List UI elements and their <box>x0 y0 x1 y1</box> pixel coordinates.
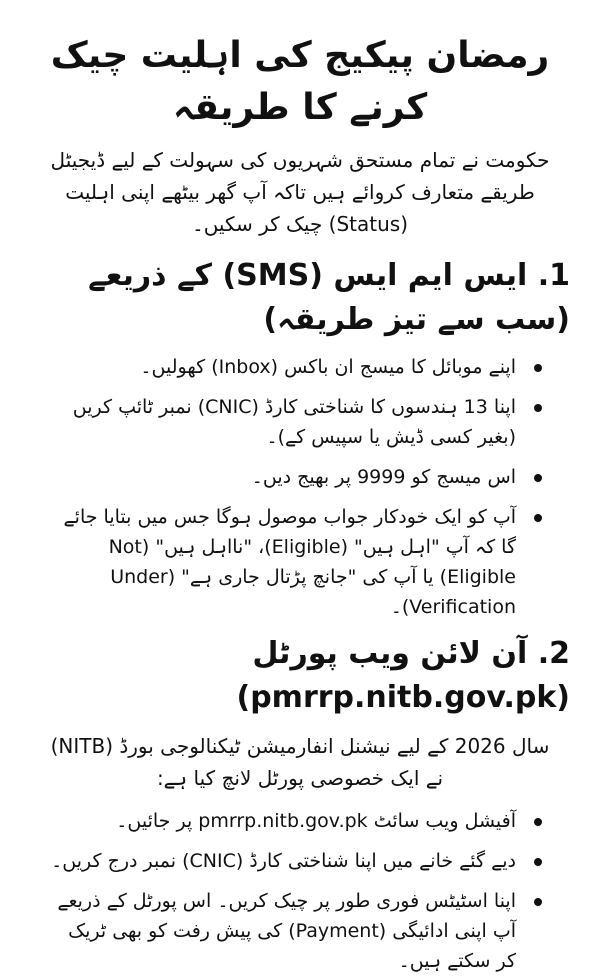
bullet-icon <box>534 514 542 522</box>
intro-paragraph: حکومت نے تمام مستحق شہریوں کی سہولت کے لیے ڈیجیٹل طریقے متعارف کروائے ہیں تاکہ آپ گھر بیٹھے اپنی اہلیت (Status) چیک کر سکیں۔ <box>50 148 550 236</box>
list-item-text: اس میسج کو 9999 پر بھیج دیں۔ <box>251 466 516 488</box>
section-1-list <box>30 352 570 622</box>
list-item <box>30 462 570 492</box>
list-item <box>30 392 570 452</box>
list-item-text: اپنے موبائل کا میسج ان باکس (Inbox) کھولیں۔ <box>140 356 516 378</box>
bullet-icon <box>534 474 542 482</box>
list-item <box>30 806 570 836</box>
list-item <box>30 502 570 622</box>
list-item <box>30 846 570 876</box>
bullet-icon <box>534 404 542 412</box>
list-item-text: اپنا اسٹیٹس فوری طور پر چیک کریں۔ اس پورٹل کے ذریعے آپ اپنی ادائیگی (Payment) کی پیش رفت کو بھی ٹریک کر سکتے ہیں۔ <box>57 890 516 972</box>
bullet-icon <box>534 858 542 866</box>
list-item-text: آپ کو ایک خودکار جواب موصول ہوگا جس میں بتایا جائے گا کہ آپ "اہل ہیں" (Eligible)، "نااہل ہیں" (Not Eligible) یا آپ کی "جانچ پڑتال جاری ہے" (Under Verification)۔ <box>63 506 516 618</box>
section-1-heading: 1. ایس ایم ایس (SMS) کے ذریعے (سب سے تیز طریقہ) <box>88 258 570 337</box>
bullet-icon <box>534 818 542 826</box>
section-2-heading: 2. آن لائن ویب پورٹل (pmrrp.nitb.gov.pk) <box>236 636 570 715</box>
section-2-intro: سال 2026 کے لیے نیشنل انفارمیشن ٹیکنالوجی بورڈ (NITB) نے ایک خصوصی پورٹل لانچ کیا ہے: <box>50 734 550 790</box>
list-item <box>30 352 570 382</box>
list-item-text: اپنا 13 ہندسوں کا شناختی کارڈ (CNIC) نمبر ٹائپ کریں (بغیر کسی ڈیش یا سپیس کے)۔ <box>72 396 516 448</box>
list-item-text: آفیشل ویب سائٹ pmrrp.nitb.gov.pk پر جائیں۔ <box>116 810 516 832</box>
bullet-icon <box>534 898 542 906</box>
list-item-text: دیے گئے خانے میں اپنا شناختی کارڈ (CNIC) نمبر درج کریں۔ <box>51 850 516 872</box>
page-title: رمضان پیکیج کی اہلیت چیک کرنے کا طریقہ <box>50 35 550 128</box>
section-2-list <box>30 806 570 976</box>
bullet-icon <box>534 364 542 372</box>
